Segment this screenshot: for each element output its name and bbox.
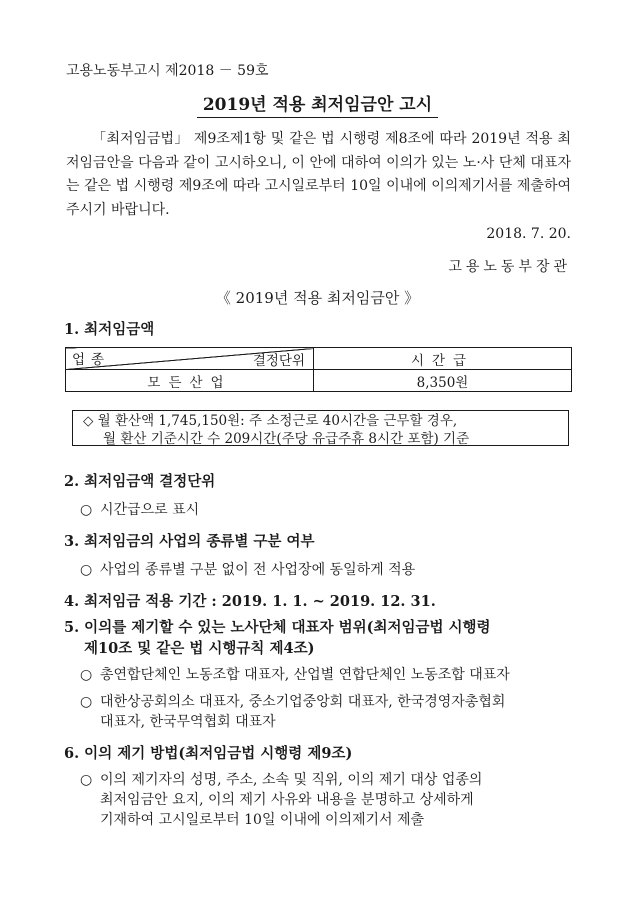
title-text: 2019년 적용 최저임금안 고시 — [197, 95, 438, 118]
wage-table — [65, 347, 572, 392]
notice-number: 고용노동부고시 제2018 － 59호 — [66, 63, 269, 79]
table-row — [66, 348, 572, 370]
list-item — [80, 770, 482, 830]
item-text: 시간급으로 표시 — [100, 502, 200, 518]
issue-date: 2018. 7. 20. — [486, 226, 571, 242]
heading-objection-method: 6. 이의 제기 방법(최저임금법 시행령 제9조) — [64, 745, 353, 762]
item-text: 총연합단체인 노동조합 대표자, 산업별 연합단체인 노동조합 대표자 — [100, 667, 510, 683]
note-line-1: ◇ 월 환산액 1,745,150원: 주 소정근로 40시간을 근무할 경우, — [83, 413, 458, 429]
header-unit: 결정단위 — [252, 353, 305, 369]
heading-minimum-wage: 1. 최저임금액 — [64, 321, 155, 338]
list-item — [80, 692, 505, 732]
row-hourly-value: 8,350원 — [314, 370, 572, 392]
circle-bullet-icon: ○ — [80, 502, 93, 518]
circle-bullet-icon: ○ — [80, 694, 93, 710]
circle-bullet-icon: ○ — [80, 772, 93, 788]
item-text: 이의 제기자의 성명, 주소, 소속 및 직위, 이의 제기 대상 업종의 — [100, 772, 483, 788]
heading-wage-unit: 2. 최저임금액 결정단위 — [64, 473, 216, 490]
heading-line-1: 5. 이의를 제기할 수 있는 노사단체 대표자 범위(최저임금법 시행령 — [64, 619, 491, 636]
note-line-2: 월 환산 기준시간 수 209시간(주당 유급주휴 8시간 포함) 기준 — [103, 431, 470, 447]
header-hourly: 시간급 — [314, 348, 572, 370]
table-row — [66, 370, 572, 392]
section-title: 《 2019년 적용 최저임금안 》 — [215, 289, 420, 307]
list-item — [80, 664, 510, 684]
header-industry: 업종 — [72, 352, 111, 368]
page-title — [0, 90, 635, 115]
item-text: 사업의 종류별 구분 없이 전 사업장에 동일하게 적용 — [100, 562, 416, 578]
item-text: 대한상공회의소 대표자, 중소기업중앙회 대표자, 한국경영자총협회 — [100, 694, 506, 710]
heading-industry-distinction: 3. 최저임금의 사업의 종류별 구분 여부 — [64, 533, 315, 550]
list-item — [80, 499, 199, 519]
table-corner-cell — [66, 348, 314, 370]
heading-objector-scope — [64, 617, 491, 659]
row-all-industries: 모든산업 — [66, 370, 314, 392]
signer: 고용노동부장관 — [448, 259, 571, 275]
circle-bullet-icon: ○ — [80, 667, 93, 683]
monthly-equivalent-note — [72, 410, 569, 446]
heading-application-period: 4. 최저임금 적용 기간 : 2019. 1. 1. ~ 2019. 12. 31. — [64, 593, 436, 610]
heading-line-2: 제10조 및 같은 법 시행규칙 제4조) — [84, 640, 315, 657]
list-item — [80, 559, 415, 579]
item-text-cont: 대표자, 한국무역협회 대표자 — [100, 714, 276, 730]
item-text-cont: 최저임금안 요지, 이의 제기 사유와 내용을 분명하고 상세하게 — [100, 792, 474, 808]
intro-paragraph: 「최저임금법」 제9조제1항 및 같은 법 시행령 제8조에 따라 2019년 적용 최저임금안을 다음과 같이 고시하오니, 이 안에 대하여 이의가 있는 노·사 단체 대표자는 같은 법 시행령 제9조에 따라 고시일로부터 10일 이내에 이의제기서를 제출하여 주시기 바랍니다. — [66, 131, 571, 218]
circle-bullet-icon: ○ — [80, 562, 93, 578]
item-text-cont: 기재하여 고시일로부터 10일 이내에 이의제기서 제출 — [100, 812, 425, 828]
